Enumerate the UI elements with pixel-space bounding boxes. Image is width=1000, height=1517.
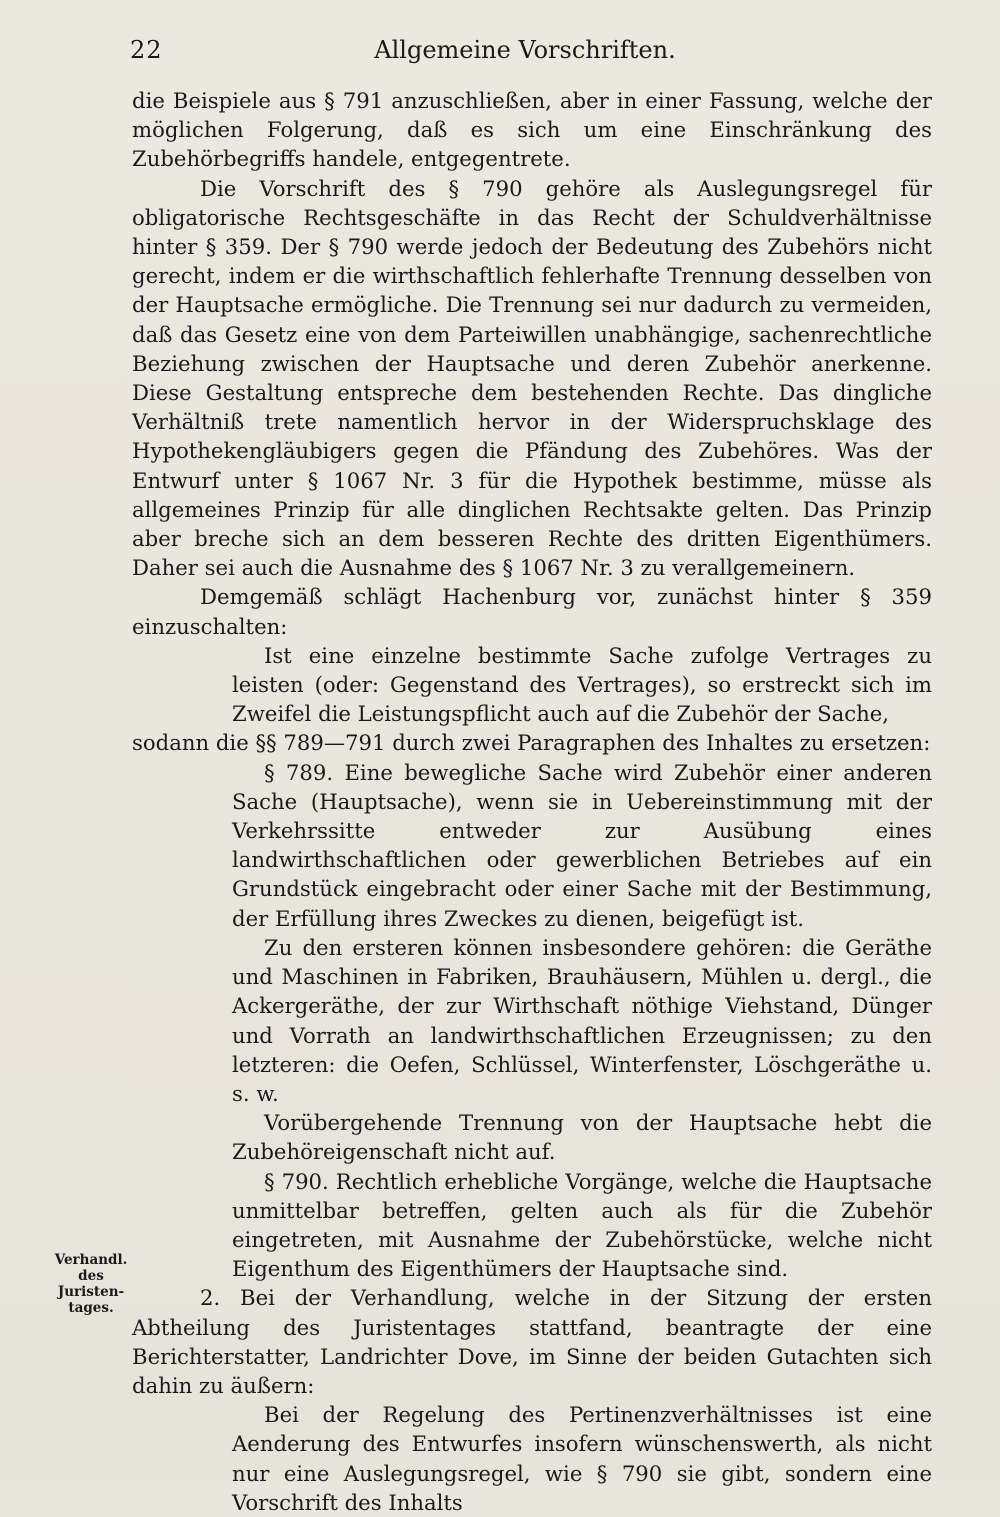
proposal-section-789: § 789. Eine bewegliche Sache wird Zubehör einer anderen Sache (Hauptsache), wenn sie in Uebereinstimmung mit der Verkehrssitte entweder zur Ausübung eines landwirthschaftlichen oder gewerblichen Betriebes auf ein Grundstück eingebracht oder einer Sache mit der Bestimmung, der Erfüllung ihres Zweckes zu dienen, beigefügt ist. — [232, 759, 932, 931]
page-number: 22 — [130, 36, 163, 64]
paragraph-continuation: die Beispiele aus § 791 anzuschließen, aber in einer Fassung, welche der möglichen Folgerung, daß es sich um eine Einschränkung des Zubehörbegriffs handele, entgegentrete. — [132, 88, 932, 172]
margin-note-line: des Juristen- — [57, 1268, 125, 1300]
running-title: Allgemeine Vorschriften. — [374, 36, 676, 64]
proposal-examples: Zu den ersteren können insbesondere gehören: die Geräthe und Maschinen in Fabriken, Brauhäusern, Mühlen u. dergl., die Ackergeräthe, der zur Wirthschaft nöthige Viehstand, Dünger und Vorrath an landwirthschaftlichen Erzeugnissen; zu den letzteren: die Oefen, Schlüssel, Winterfenster, Löschgeräthe u. s. w. — [232, 934, 932, 1106]
page-body — [132, 86, 932, 1517]
paragraph: Demgemäß schlägt Hachenburg vor, zunächst hinter § 359 einzuschalten: — [132, 584, 932, 639]
proposal-section-790: § 790. Rechtlich erhebliche Vorgänge, welche die Hauptsache unmittelbar betreffen, gelten auch als für die Zubehör eingetreten, mit Ausnahme der Zubehörstücke, welche nicht Eigenthum des Eigenthümers der Hauptsache sind. — [232, 1168, 932, 1282]
page-header — [120, 36, 930, 76]
margin-note — [48, 1252, 134, 1316]
paragraph: Die Vorschrift des § 790 gehöre als Auslegungsregel für obligatorische Rechtsgeschäfte in das Recht der Schuldverhältnisse hinter § 359. Der § 790 werde jedoch der Bedeutung des Zubehörs nicht gerecht, indem er die wirthschaftlich fehlerhafte Trennung desselben von der Hauptsache ermögliche. Die Trennung sei nur dadurch zu vermeiden, daß das Gesetz eine von dem Parteiwillen unabhängige, sachenrechtliche Beziehung zwischen der Hauptsache und deren Zubehör anerkenne. Diese Gestaltung entspreche dem bestehenden Rechte. Das dingliche Verhältniß trete namentlich hervor in der Widerspruchsklage des Hypothekengläubigers gegen die Pfändung des Zubehöres. Was der Entwurf unter § 1067 Nr. 3 für die Hypothek bestimme, müsse als allgemeines Prinzip für alle dinglichen Rechtsakte gelten. Das Prinzip aber breche sich an dem besseren Rechte des dritten Eigenthümers. Daher sei auch die Ausnahme des § 1067 Nr. 3 zu verallgemeinern. — [132, 175, 932, 581]
motion-quote: Bei der Regelung des Pertinenzverhältnisses ist eine Aenderung des Entwurfes insofern wünschenswerth, als nicht nur eine Auslegungsregel, wie § 790 sie gibt, sondern eine Vorschrift des Inhalts — [232, 1402, 932, 1515]
margin-note-line: tages. — [68, 1300, 114, 1316]
proposal-quote: Ist eine einzelne bestimmte Sache zufolge Vertrages zu leisten (oder: Gegenstand des Vertrages), so erstreckt sich im Zweifel die Leistungspflicht auch auf die Zubehör der Sache, — [232, 642, 932, 727]
proposal-separation: Vorübergehende Trennung von der Hauptsache hebt die Zubehöreigenschaft nicht auf. — [232, 1110, 932, 1165]
paragraph-numbered: 2. Bei der Verhandlung, welche in der Sitzung der ersten Abtheilung des Juristentages stattfand, beantragte der eine Berichterstatter, Landrichter Dove, im Sinne der beiden Gutachten sich dahin zu äußern: — [132, 1285, 932, 1398]
paragraph: sodann die §§ 789—791 durch zwei Paragraphen des Inhaltes zu ersetzen: — [132, 730, 931, 756]
margin-note-line: Verhandl. — [54, 1252, 128, 1268]
